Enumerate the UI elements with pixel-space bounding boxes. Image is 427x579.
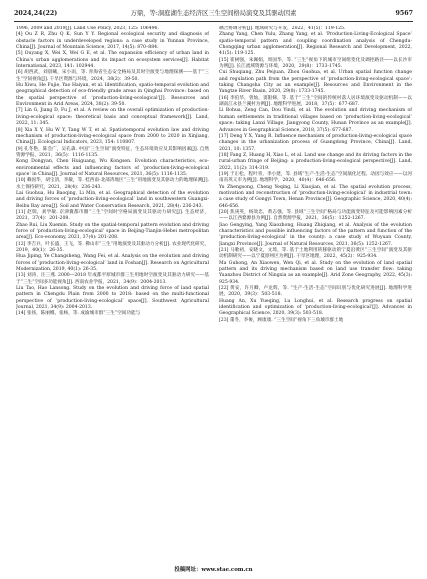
reference-entry: Li Bohua, Zeng Can, Dou Yindi, et al. The evolution and driving mechanism of human settlements in traditional villages based on ‘production-living-ecological’ space: taking Lanxi Village, Jiangyong County, Hunan Province as an example[J]. Advances in Geographical Science, 2018, 37(5): 677-687. <box>219 108 412 133</box>
reference-entry: [13] 刘涛，汪三燕. 2000—2018 年成都平原城市群三生用地时空演变及其驱动力研究——基于“三生”空间多功能视角[J]. 西南农业学报，2021，34(9)：2004-2013. <box>16 273 209 285</box>
submission-url: 投稿网址：www.stae.com.cn <box>174 567 253 573</box>
reference-entry: [15] 崔树强，朱佩娟，周国华，等. “三生”视角下的城市空间组变化及调控路径——以长沙市为例[J]. 长江流域资源与环境，2020，29(8)：1733-1745. <box>219 57 412 70</box>
reference-entry: [17] Deng Y X, Yang R. Influence mechanism of production-living-ecological space changes in the urbanization process of Guangdong Province, China[J]. Land, 2021, 10: 1357. <box>219 133 412 152</box>
reference-entry: Ma Guhong, An Xiaowen, Wen Qi, et al. Study on the evolution of land spatial pattern and its driving mechanism based on land use transfer flow: taking Yuanzhou District of Ningxia as an example[J]. Arid Zone Geography, 2022, 45(3): 925-934. <box>219 260 412 285</box>
reference-entry: [14] 张扬，陈丽娜，张杨，等. 成渝城市群“三生”空间功能与 <box>16 311 141 317</box>
reference-entry: [8] Xia X Y, Hu W Y, Tang W T, et al. Spatiotemporal evolution law and driving mechanism of production-living-ecological space from 2000 to 2020 in Xinjiang, China[J]. Ecological Indicators, 2023, 154: 110807. <box>16 127 209 146</box>
reference-entry: Zhao Rui, Liu Xuemin. Study on the spatial-temporal pattern evolution and driving force of ‘production-living-ecological’ space in Beijing-Tianjin-Hebei metropolitan area[J]. Eco-economy, 2021, 37(4): 201-208. <box>16 222 209 241</box>
journal-issue: 2024,24(22) <box>14 10 58 17</box>
reference-entry: Zhang Yang, Chen Yulu, Zhang Yang, et al. ‘Production-Living-Ecological Space’ spatio-temporal pattern and coupling coordination analysis of Chengdu-Chongqing urban agglomeration[J]. Regional Research and Development, 2022, 41(5): 119-125. <box>219 32 412 57</box>
reference-entry: [11] 赵瑞，刘学敏. 京津冀都市圈“三生”空间时空格局演变及其驱动力研究[J]. 生态经济，2021，37(4)：201-208. <box>16 209 209 222</box>
reference-entry: 耦合协调分析[J]. 地域研究与开发，2022，41(5)：119-125. <box>219 26 346 31</box>
reference-entry: Hu Xiwu, He Fujie, Yao Haiyan, et al. Identification, spatio-temporal evolution and geographical detection of eco-friendly grade areas in Qinghai Province: based on the spatial perspective of ‘production-living-ecological’[J]. Resources and Environment in Arid Areas, 2024, 38(2): 39-50. <box>16 83 209 108</box>
reference-entry: Yu Zhengsong, Cheng Yeqing, Li Xiaojian, et al. The spatial evolution process, motivation and reconstruction of ‘production-living-ecological’ in industrial town: a case study of Gongyi Town, Henan Province[J]. Geographic Science, 2020, 40(4): 646-656. <box>219 184 412 209</box>
reference-entry: Liu Tao, Hao Lansong. Study on the evolution and driving force of land spatial pattern in Chengdu Plain from 2000 to 2018: based on the multi-functional perspective of ‘production-living-ecological’ space[J]. Southwest Agricultural Journal, 2021, 34(9): 2004-2013. <box>16 286 209 311</box>
reference-entry: Lai Guohua, Hu Baoqing, Li Min, et al. Geographical detection of the evolution and driving forces of ‘production-living-ecological’ land in southwestern Guangxi-Beibu Bay area[J]. Soil and Water Conservation Research, 2021, 28(4): 236-243. <box>16 190 209 209</box>
reference-entry: [5] Ouyang X, Wei X, Wei G E, et al. The expansion efficiency of urban land in China's urban agglomerations and its impact on ecosystem services[J]. Habitat International, 2023, 141: 102944. <box>16 51 209 70</box>
reference-entry: [22] 黄安，许月卿，卢龙辉，等. “生产-生活-生态”空间识别与优化研究进展[J]. 地理科学进展，2020，39(3)：503-518. <box>219 286 412 298</box>
reference-entry: [16] 李伯华，曾灿，窦银娣，等. 基于“三生”空间的传统村落人居环境演变及驱动机制——以湖南江永县兰溪村为例[J]. 地理科学进展，2018，37(5)：677-687. <box>219 95 412 108</box>
reference-entry: Cui Shuqiang, Zhu Peijuan, Zhou Guohua, et al. Urban spatial function change and regulation path from the perspective of ‘production-living-ecological space’: taking Changsha City as an example[J]. Resources and Environment in the Yangtze River Basin, 2020, 29(8): 1733-1745. <box>219 70 412 95</box>
reference-entry: [4] Ou Z R, Zhu Q K, Sun Y Y. Regional ecological security and diagnosis of obstacle factors in underdeveloped regions: a case study in Yunnan Province, China[J]. Journal of Mountain Science, 2017, 14(5): 870–884. <box>16 32 209 51</box>
reference-entry: [19] 于正松，程叶青，李小建，等. 县域“生产-生活-生态”空间演化过程、动因与效应——以河南省巩义市为例[J]. 地理科学，2020，40(4)：646-656. <box>219 171 412 184</box>
reference-entry: [9] 孔冬艳，陈会广，吴孔森. 中国“三生空间”演变特征、生态环境效应及其影响因素[J]. 自然资源学报，2021，36(5)：1116-1135. <box>16 146 209 158</box>
reference-entry: Hua Jiping, Ye Changsheng, Wang Fei, et al. Analysis on the evolution and driving forces of ‘production-living-ecological’ land in Foshan[J]. Research on Agricultural Modernization, 2019, 40(1): 26-35. <box>16 254 209 273</box>
page-number: 9567 <box>395 10 413 17</box>
reference-entry: [7] Lin G, Jiang D, Fu J, et al. A review on the overall optimization of production-living-ecological space: theoretical basis and conceptual framework[J]. Land, 2022, 11: 345. <box>16 108 209 127</box>
reference-entry: [12] 李吉兵，叶长盛，王飞，等. 佛山市“三生”用地演变及其驱动力分析[J]. 农业现代化研究，2019，40(1)：26-35. <box>16 241 209 254</box>
reference-entry: [6] 胡西武，刘晨曦，宋小雨，等. 青海省生态安全格局及其时空演变与地理探测——基于“三生”空间视角[J]. 干旱区资源与环境，2024，38(2)：39-50. <box>16 70 209 82</box>
reference-entry: Jiao Gengying, Yang Xiaozhong, Huang Zhiqiang, et al. Analysis of the evolution characteristics and possible influencing factors of the pattern and function of the ‘production-living-ecological’ in the county: a case study of Wuyuan County, Jiangxi Province[J]. Journal of Natural Resources, 2021, 36(5): 1252-1267. <box>219 222 412 247</box>
reference-entry: [21] 马歌初，安晓文，文琦，等. 基于土地利用转移驱动的宁夏沿黄区“三生空间”演变及其驱动机制研究——以宁夏原州区为例[J]. 干旱区地理，2022，45(2)：925-934. <box>219 248 412 260</box>
header-rule <box>14 21 413 22</box>
reference-column-right <box>219 26 412 562</box>
running-title: 万鼎，等:洞庭湖生态经济区三生空间格局演变及其驱动因素 <box>130 10 297 17</box>
reference-entry: Kong Dongyan, Chen Huiguang, Wu Kongsen. Evolution characteristics, eco-environmental effects and influencing factors of ‘production-living-ecological space’ in China[J]. Journal of Natural Resources, 2021, 36(5): 1116-1135. <box>16 159 209 177</box>
running-header <box>14 8 413 20</box>
reference-entry: [20] 焦庚英，杨效忠，黄志强，等. 县域“三生空间”格局与功能演变特征及可能影响因素分析——以江西婺源县为例[J]. 自然资源学报，2021，36(5)：1252-1267. <box>219 209 412 222</box>
reference-entry: 1996, 2009 and 2019[J]. Land Use Policy, 2023, 125: 106496. <box>16 26 159 31</box>
reference-column-left <box>16 26 209 562</box>
reference-entry: [10] 赖国华，胡宝清，李敏，等. 桂西南-北部湾地区“三生”用地演变及其驱动力的地理探测[J]. 水土保持研究，2021，28(4)：236-243. <box>16 178 209 190</box>
reference-entry: Huang An, Xu Yueqing, Lu Longhui, et al. Research progress on spatial identification and optimization of ‘production-living-ecological’[J]. Advances in Geographical Science, 2020, 39(3): 503-518. <box>219 298 412 317</box>
reference-entry: [18] Fang Z, Huang H, Xiao L, et al. Land use change and its driving factors in the rural-urban fringe of Beijing: a production-living-ecological perspective[J]. Land, 2022, 11(2): 314-319. <box>219 152 412 171</box>
reference-entry: [23] 董冬，李俊，顾康康. “三生空间”视角下三角城市群土地 <box>219 317 344 323</box>
